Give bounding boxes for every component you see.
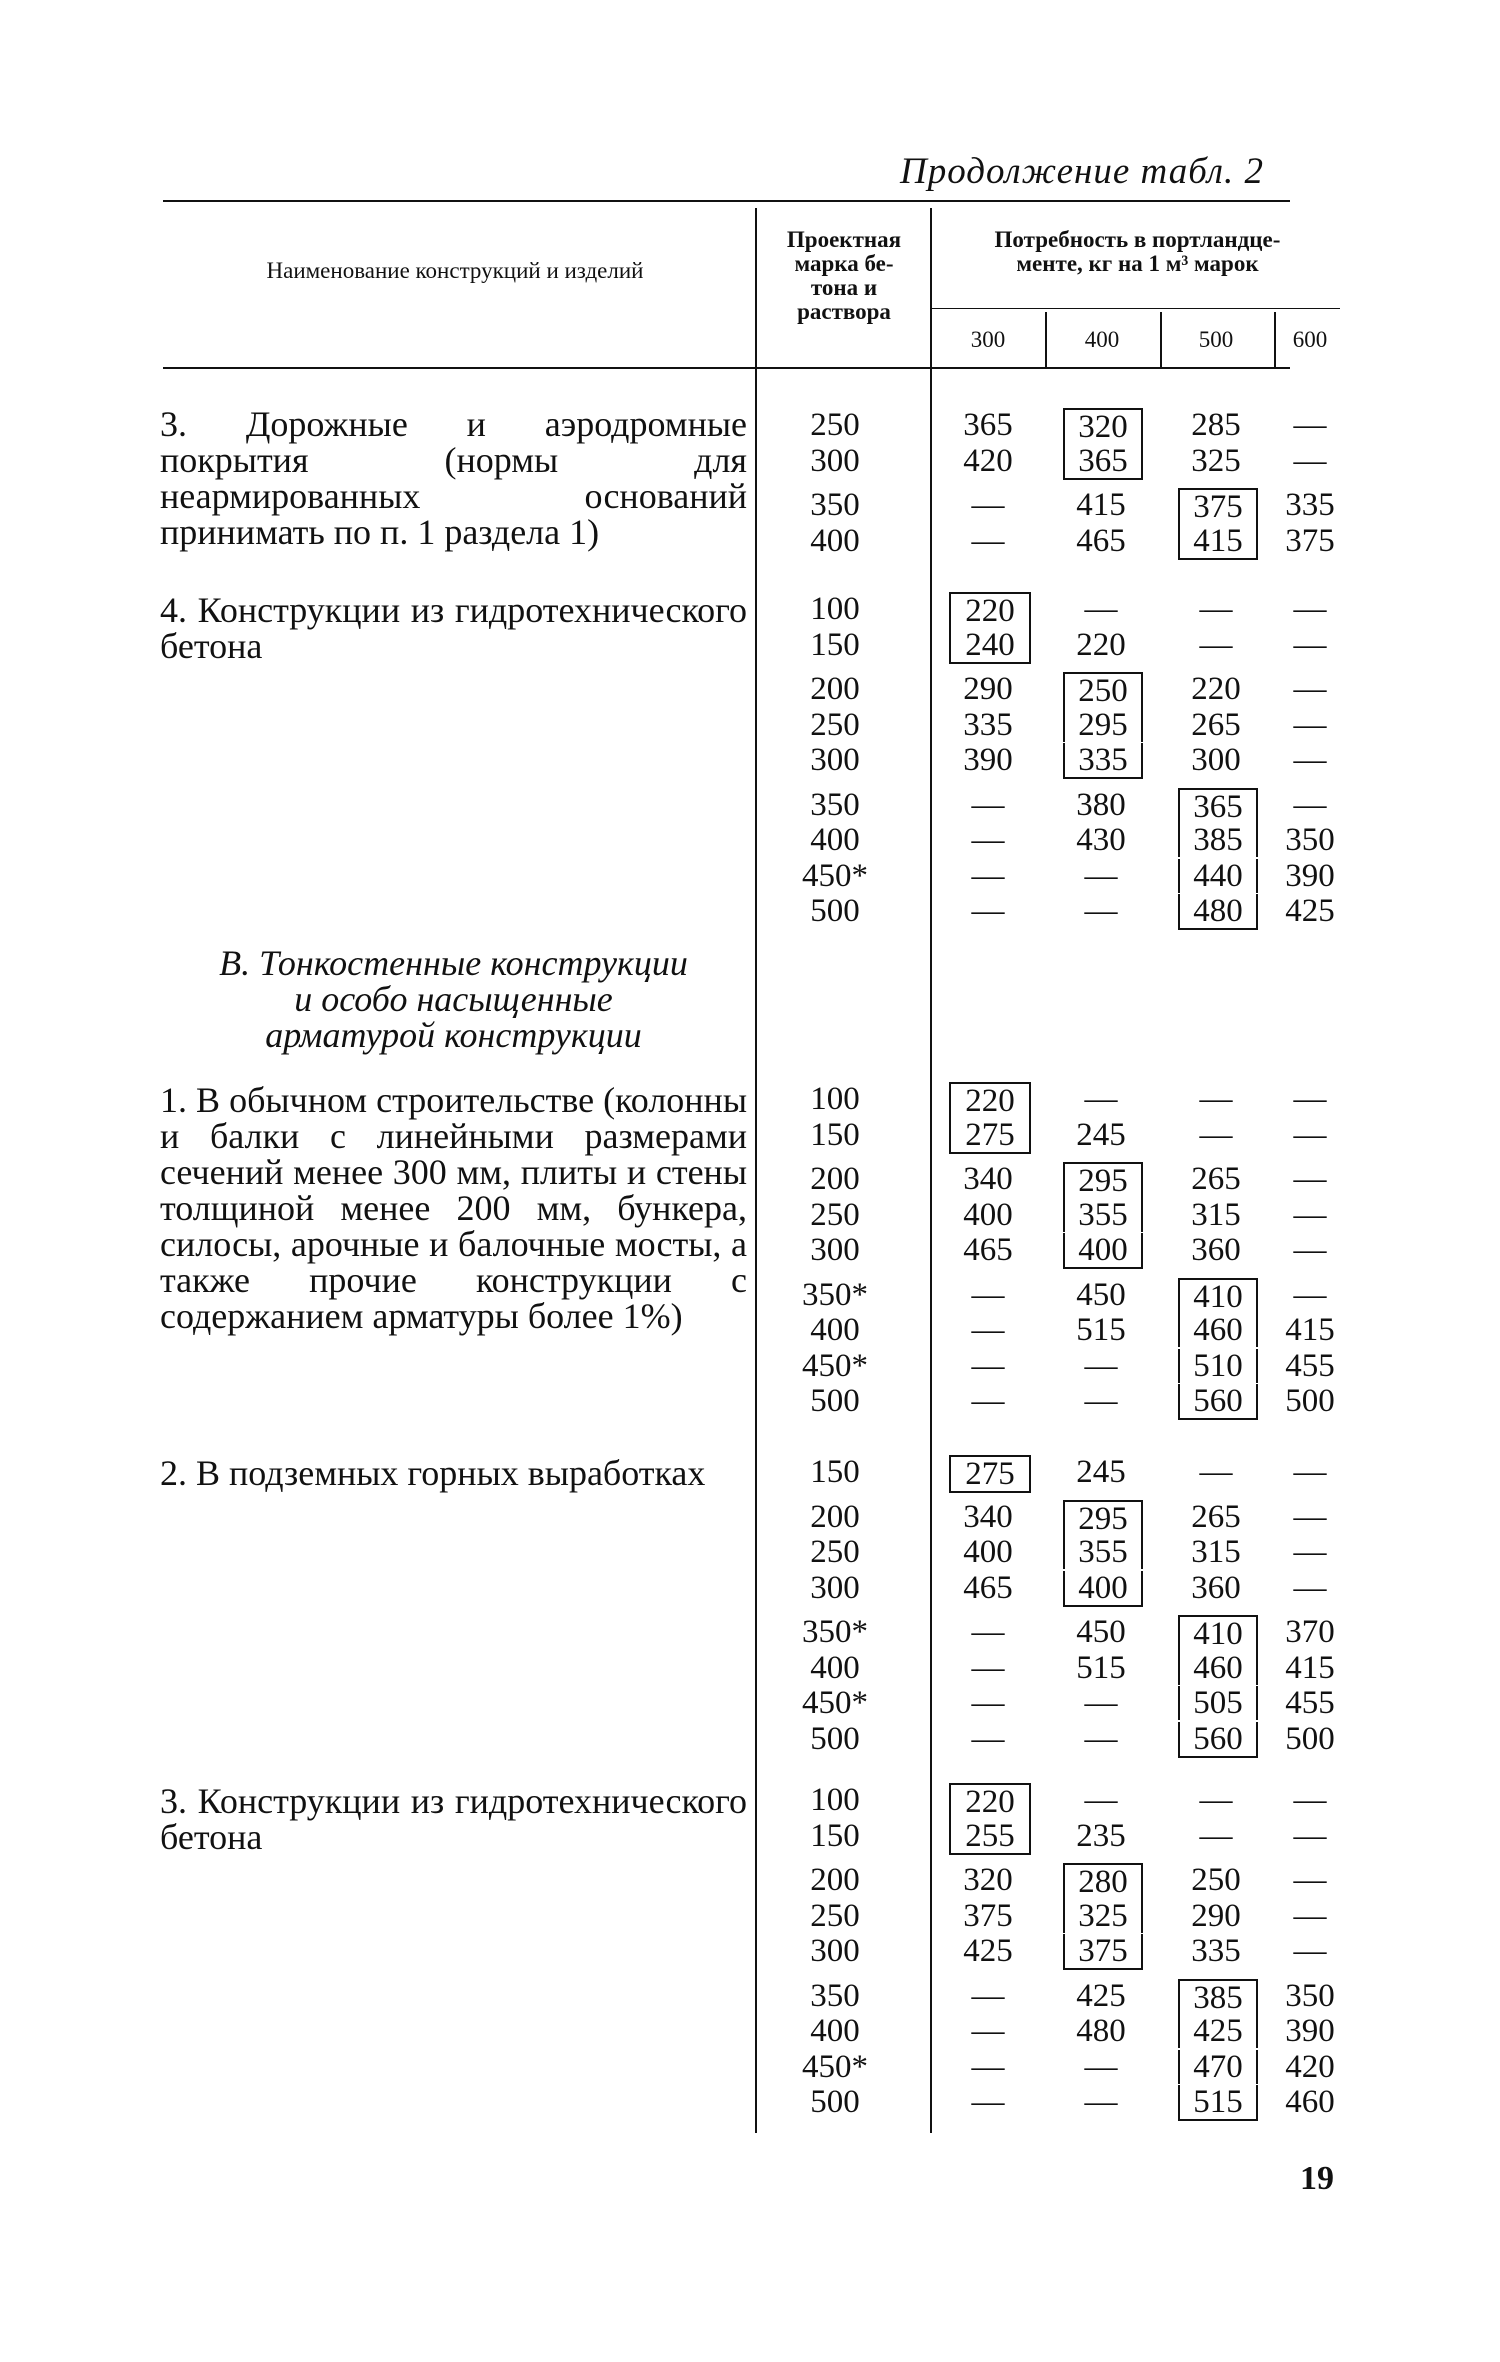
group-description <box>160 592 747 664</box>
cell-500: 265 <box>1191 1161 1241 1197</box>
cell-500: 410 <box>1178 1278 1258 1314</box>
cell-400: 355 <box>1063 1535 1143 1569</box>
grade-cell: 500 <box>810 893 860 929</box>
subhead-divider-400-500 <box>1160 312 1162 367</box>
cell-500: — <box>1199 1818 1233 1854</box>
divider-name-grade <box>755 208 757 2133</box>
cell-300: — <box>971 2084 1005 2120</box>
grade-cell: 300 <box>810 1232 860 1268</box>
cell-400: — <box>1084 893 1118 929</box>
cell-400: 295 <box>1063 1162 1143 1198</box>
cell-500: 325 <box>1191 443 1241 479</box>
grade-cell: 100 <box>810 591 860 627</box>
cell-300: 425 <box>963 1933 1013 1969</box>
cell-400: 320 <box>1063 408 1143 444</box>
cell-400: — <box>1084 2049 1118 2085</box>
cell-600: — <box>1293 1081 1327 1117</box>
cell-500: 410 <box>1178 1615 1258 1651</box>
grade-cell: 500 <box>810 1721 860 1757</box>
cell-400: 235 <box>1076 1818 1126 1854</box>
grade-cell: 450* <box>802 858 868 894</box>
grade-cell: 200 <box>810 671 860 707</box>
cell-600: 375 <box>1285 523 1335 559</box>
grade-cell: 300 <box>810 742 860 778</box>
cell-600: 415 <box>1285 1312 1335 1348</box>
grade-cell: 300 <box>810 1570 860 1606</box>
cell-600: — <box>1293 591 1327 627</box>
cell-600: 500 <box>1285 1721 1335 1757</box>
cell-500: 250 <box>1191 1862 1241 1898</box>
cell-300: 335 <box>963 707 1013 743</box>
cell-600: — <box>1293 1232 1327 1268</box>
cell-500: 385 <box>1178 823 1258 857</box>
cell-400: — <box>1084 858 1118 894</box>
cell-500: 460 <box>1178 1651 1258 1685</box>
section-title-line: арматурой конструкции <box>265 1015 642 1055</box>
cell-400: 515 <box>1076 1650 1126 1686</box>
cell-400: — <box>1084 1348 1118 1384</box>
cell-300: — <box>971 822 1005 858</box>
cell-300: 420 <box>963 443 1013 479</box>
cell-300: 375 <box>963 1898 1013 1934</box>
grade-cell: 350 <box>810 1978 860 2014</box>
grade-cell: 450* <box>802 1685 868 1721</box>
cell-300: 340 <box>963 1161 1013 1197</box>
cell-300: 320 <box>963 1862 1013 1898</box>
subheader-400: 400 <box>1084 327 1120 352</box>
cell-500: 365 <box>1178 788 1258 824</box>
cell-400: 335 <box>1063 743 1143 779</box>
description-text: 4. Конструкции из гидротехнического бетона <box>160 590 747 666</box>
cell-500: — <box>1199 1454 1233 1490</box>
cell-300: — <box>971 2049 1005 2085</box>
cell-300: — <box>971 1348 1005 1384</box>
grade-cell: 250 <box>810 707 860 743</box>
cell-300: 275 <box>949 1455 1031 1493</box>
subheader-500: 500 <box>1198 327 1234 352</box>
cell-300: — <box>971 1650 1005 1686</box>
grade-cell: 150 <box>810 1117 860 1153</box>
cell-300: 465 <box>963 1570 1013 1606</box>
grade-cell: 350 <box>810 787 860 823</box>
header-bottom-rule <box>163 367 1290 369</box>
group-description <box>160 1082 747 1334</box>
cell-500: 315 <box>1191 1534 1241 1570</box>
cell-500: 440 <box>1178 859 1258 893</box>
grade-cell: 150 <box>810 1818 860 1854</box>
cell-300: 400 <box>963 1197 1013 1233</box>
cell-600: 390 <box>1285 2013 1335 2049</box>
cell-600: — <box>1293 1782 1327 1818</box>
cell-500: 415 <box>1178 524 1258 560</box>
cell-600: — <box>1293 1499 1327 1535</box>
cell-500: 425 <box>1178 2014 1258 2048</box>
cell-500: 510 <box>1178 1349 1258 1383</box>
grade-cell: 350* <box>802 1277 868 1313</box>
cell-500: 375 <box>1178 488 1258 524</box>
cell-400: 465 <box>1076 523 1126 559</box>
cell-300: — <box>971 2013 1005 2049</box>
cell-400: 450 <box>1076 1277 1126 1313</box>
cell-400: 400 <box>1063 1571 1143 1607</box>
cell-600: — <box>1293 707 1327 743</box>
header-construction-name: Наименование конструкций и изделий <box>266 258 644 283</box>
cell-400: — <box>1084 1383 1118 1419</box>
cell-400: 220 <box>1076 627 1126 663</box>
cell-600: — <box>1293 1933 1327 1969</box>
cell-400: 365 <box>1063 444 1143 480</box>
cell-300: — <box>971 1277 1005 1313</box>
cell-400: — <box>1084 1081 1118 1117</box>
cell-300: 275 <box>949 1118 1031 1154</box>
description-text: 3. Конструкции из гидротехнического бетона <box>160 1781 747 1857</box>
subheader-300: 300 <box>970 327 1006 352</box>
cell-600: — <box>1293 742 1327 778</box>
cell-400: 480 <box>1076 2013 1126 2049</box>
header-cement-need <box>935 228 1340 276</box>
cell-600: 500 <box>1285 1383 1335 1419</box>
cell-300: — <box>971 1312 1005 1348</box>
cell-600: 335 <box>1285 487 1335 523</box>
grade-cell: 100 <box>810 1081 860 1117</box>
cell-300: 365 <box>963 407 1013 443</box>
cell-400: 400 <box>1063 1233 1143 1269</box>
grade-cell: 450* <box>802 2049 868 2085</box>
cell-500: 515 <box>1178 2085 1258 2121</box>
cell-400: 380 <box>1076 787 1126 823</box>
subhead-divider-300-400 <box>1045 312 1047 367</box>
cell-300: 340 <box>963 1499 1013 1535</box>
cell-600: — <box>1293 1818 1327 1854</box>
description-text: 3. Дорожные и аэродромные покрытия (нормы для неармированных оснований принимать по п. 1 раздела 1) <box>160 404 747 552</box>
cell-300: — <box>971 1978 1005 2014</box>
divider-grade-300 <box>930 208 932 2133</box>
header-grade-line: марка бе- <box>794 251 894 276</box>
cell-500: 265 <box>1191 1499 1241 1535</box>
cell-500: 315 <box>1191 1197 1241 1233</box>
grade-cell: 500 <box>810 1383 860 1419</box>
grade-cell: 350 <box>810 487 860 523</box>
cell-300: 220 <box>949 1082 1031 1118</box>
grade-cell: 200 <box>810 1161 860 1197</box>
grade-cell: 450* <box>802 1348 868 1384</box>
cell-600: — <box>1293 787 1327 823</box>
group-description <box>160 1455 747 1491</box>
cell-500: — <box>1199 1782 1233 1818</box>
grade-cell: 200 <box>810 1862 860 1898</box>
cell-500: — <box>1199 627 1233 663</box>
cell-400: 280 <box>1063 1863 1143 1899</box>
cell-500: 480 <box>1178 894 1258 930</box>
grade-cell: 400 <box>810 822 860 858</box>
cell-500: 265 <box>1191 707 1241 743</box>
cell-400: 375 <box>1063 1934 1143 1970</box>
cell-400: 425 <box>1076 1978 1126 2014</box>
cell-400: — <box>1084 1782 1118 1818</box>
cell-600: — <box>1293 1534 1327 1570</box>
cell-600: — <box>1293 443 1327 479</box>
subhead-divider-500-600 <box>1274 312 1276 367</box>
cell-500: 505 <box>1178 1686 1258 1720</box>
cell-500: — <box>1199 1081 1233 1117</box>
cell-500: — <box>1199 591 1233 627</box>
cell-600: — <box>1293 1277 1327 1313</box>
cell-600: — <box>1293 1117 1327 1153</box>
section-b-title <box>160 945 747 1053</box>
cell-300: — <box>971 487 1005 523</box>
grade-cell: 500 <box>810 2084 860 2120</box>
table-top-rule <box>163 200 1290 202</box>
cell-600: — <box>1293 1454 1327 1490</box>
grade-cell: 250 <box>810 407 860 443</box>
section-title-line: В. Тонкостенные конструкции <box>219 943 688 983</box>
subheader-rule <box>930 308 1340 309</box>
page-number: 19 <box>1300 2160 1334 2197</box>
cell-600: — <box>1293 1161 1327 1197</box>
header-grade-line: тона и <box>810 275 878 300</box>
cell-600: — <box>1293 1862 1327 1898</box>
cell-500: 360 <box>1191 1570 1241 1606</box>
header-need-line: менте, кг на 1 м³ марок <box>1016 251 1259 276</box>
cell-300: 400 <box>963 1534 1013 1570</box>
grade-cell: 250 <box>810 1197 860 1233</box>
cell-300: — <box>971 1685 1005 1721</box>
cell-500: 385 <box>1178 1979 1258 2015</box>
grade-cell: 400 <box>810 1650 860 1686</box>
cell-400: 355 <box>1063 1198 1143 1232</box>
cell-300: 220 <box>949 1783 1031 1819</box>
cell-400: — <box>1084 591 1118 627</box>
cell-300: 465 <box>963 1232 1013 1268</box>
cell-600: — <box>1293 1570 1327 1606</box>
cell-300: — <box>971 1383 1005 1419</box>
cell-300: 255 <box>949 1819 1031 1855</box>
cell-600: 460 <box>1285 2084 1335 2120</box>
grade-cell: 200 <box>810 1499 860 1535</box>
cell-400: 295 <box>1063 1500 1143 1536</box>
grade-cell: 400 <box>810 1312 860 1348</box>
cell-400: 430 <box>1076 822 1126 858</box>
cell-400: 450 <box>1076 1614 1126 1650</box>
group-description <box>160 1783 747 1855</box>
cell-400: 250 <box>1063 672 1143 708</box>
cell-500: 460 <box>1178 1313 1258 1347</box>
cell-500: 360 <box>1191 1232 1241 1268</box>
cell-600: 420 <box>1285 2049 1335 2085</box>
cell-400: — <box>1084 2084 1118 2120</box>
cell-400: 515 <box>1076 1312 1126 1348</box>
cell-400: 415 <box>1076 487 1126 523</box>
grade-cell: 250 <box>810 1898 860 1934</box>
cell-600: 350 <box>1285 1978 1335 2014</box>
cell-500: 335 <box>1191 1933 1241 1969</box>
header-grade-line: раствора <box>797 299 891 324</box>
group-description <box>160 406 747 550</box>
grade-cell: 300 <box>810 1933 860 1969</box>
section-title-line: и особо насыщенные <box>294 979 613 1019</box>
cell-600: 415 <box>1285 1650 1335 1686</box>
cell-400: 245 <box>1076 1117 1126 1153</box>
cell-600: — <box>1293 627 1327 663</box>
cell-300: 220 <box>949 592 1031 628</box>
grade-cell: 350* <box>802 1614 868 1650</box>
cell-400: 325 <box>1063 1899 1143 1933</box>
grade-cell: 150 <box>810 627 860 663</box>
cell-300: — <box>971 787 1005 823</box>
cell-300: 390 <box>963 742 1013 778</box>
cell-300: — <box>971 1614 1005 1650</box>
header-design-grade <box>760 228 928 324</box>
grade-cell: 100 <box>810 1782 860 1818</box>
cell-500: 220 <box>1191 671 1241 707</box>
cell-400: — <box>1084 1721 1118 1757</box>
description-text: 1. В обычном строительстве (колонны и балки с линейными размерами сечений менее 300 мм, плиты и стены толщиной менее 200 мм, бункера, силосы, арочные и балочные мосты, а также прочие конструкции с содержанием арматуры более 1%) <box>160 1080 747 1336</box>
cell-300: 290 <box>963 671 1013 707</box>
header-grade-line: Проектная <box>786 227 902 252</box>
cell-400: 245 <box>1076 1454 1126 1490</box>
cell-300: — <box>971 523 1005 559</box>
cell-600: 425 <box>1285 893 1335 929</box>
description-text: 2. В подземных горных выработках <box>160 1453 706 1493</box>
cell-400: 295 <box>1063 708 1143 742</box>
cell-600: 350 <box>1285 822 1335 858</box>
grade-cell: 400 <box>810 523 860 559</box>
grade-cell: 250 <box>810 1534 860 1570</box>
cell-500: — <box>1199 1117 1233 1153</box>
subheader-600: 600 <box>1292 327 1328 352</box>
cell-500: 300 <box>1191 742 1241 778</box>
header-need-line: Потребность в портландце- <box>994 227 1281 252</box>
cell-600: 455 <box>1285 1348 1335 1384</box>
cell-600: — <box>1293 1898 1327 1934</box>
cell-600: 455 <box>1285 1685 1335 1721</box>
cell-600: — <box>1293 671 1327 707</box>
cell-500: 470 <box>1178 2050 1258 2084</box>
grade-cell: 300 <box>810 443 860 479</box>
cell-300: — <box>971 893 1005 929</box>
cell-400: — <box>1084 1685 1118 1721</box>
cell-300: — <box>971 1721 1005 1757</box>
cell-500: 560 <box>1178 1722 1258 1758</box>
cell-500: 560 <box>1178 1384 1258 1420</box>
grade-cell: 400 <box>810 2013 860 2049</box>
cell-600: 370 <box>1285 1614 1335 1650</box>
cell-600: 390 <box>1285 858 1335 894</box>
cell-600: — <box>1293 407 1327 443</box>
grade-cell: 150 <box>810 1454 860 1490</box>
cell-300: 240 <box>949 628 1031 664</box>
cell-500: 285 <box>1191 407 1241 443</box>
cell-300: — <box>971 858 1005 894</box>
cell-500: 290 <box>1191 1898 1241 1934</box>
cell-600: — <box>1293 1197 1327 1233</box>
table-continuation-caption: Продолжение табл. 2 <box>900 151 1265 192</box>
